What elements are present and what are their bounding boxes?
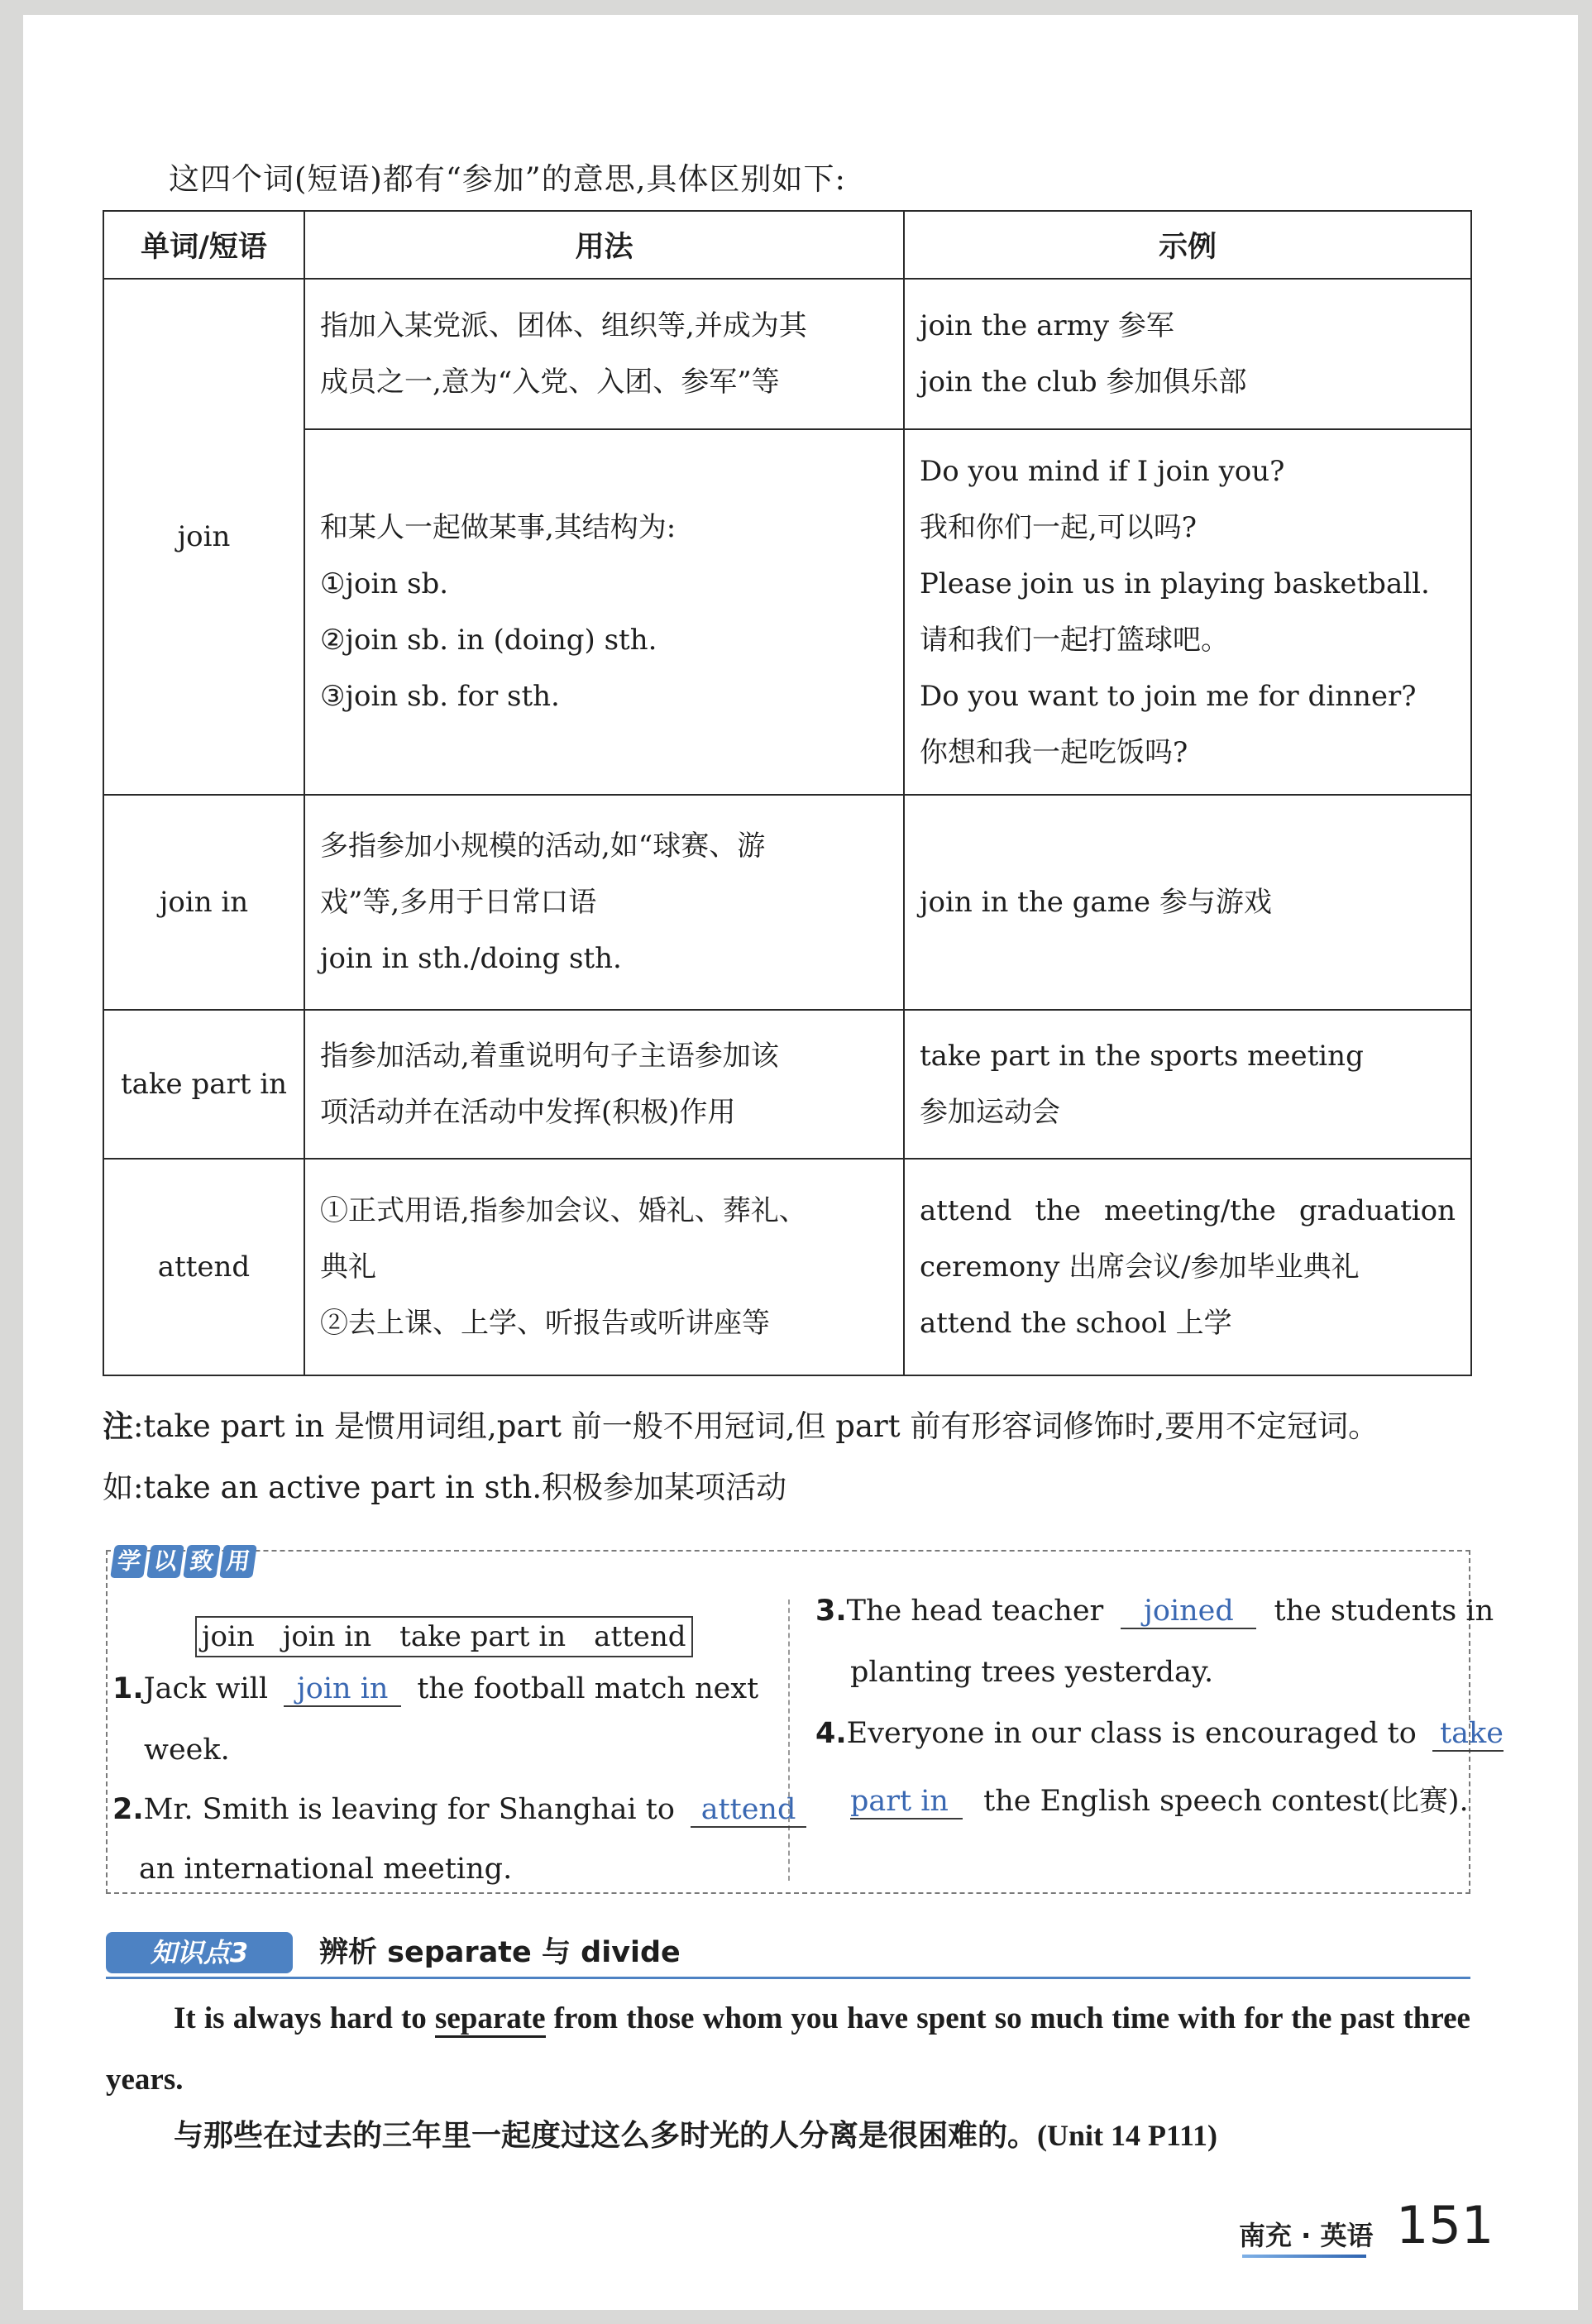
example-line: 你想和我一起吃饭吗? xyxy=(920,736,1188,769)
badge-char: 以 xyxy=(146,1545,184,1578)
example-line: Please join us in playing basketball. xyxy=(920,567,1430,600)
example-cell xyxy=(904,279,1471,429)
example-line: join the army 参军 xyxy=(920,309,1174,342)
example-sentence xyxy=(106,1988,1470,2111)
example-line: 参加运动会 xyxy=(920,1096,1060,1129)
question-3-line1 xyxy=(815,1595,1494,1629)
knowledge-point-rule xyxy=(106,1977,1470,1979)
table-row xyxy=(103,279,1471,429)
example-cell xyxy=(904,429,1471,795)
table-row xyxy=(103,795,1471,1010)
example-cell xyxy=(904,795,1471,1010)
answer-blank[interactable]: take xyxy=(1432,1717,1504,1752)
word-cell-attend: attend xyxy=(103,1159,304,1375)
question-4-line2 xyxy=(850,1778,1469,1820)
word-bank-item: take part in xyxy=(399,1620,567,1653)
exercise-divider xyxy=(788,1600,790,1881)
usage-cell xyxy=(304,429,904,795)
sentence-part: It is always hard to xyxy=(174,2001,435,2035)
answer-blank[interactable]: attend xyxy=(691,1793,806,1828)
question-3-line2: planting trees yesterday. xyxy=(850,1656,1214,1689)
footer-accent-line xyxy=(1242,2255,1366,2258)
table-row xyxy=(103,1010,1471,1159)
page xyxy=(23,15,1578,2310)
usage-line: ②去上课、上学、听报告或听讲座等 xyxy=(320,1307,770,1340)
question-number: 4. xyxy=(815,1717,847,1750)
sentence-keyword: separate xyxy=(435,2001,546,2038)
question-text: the English speech contest(比赛). xyxy=(983,1785,1469,1818)
question-text: The head teacher xyxy=(846,1595,1104,1628)
header-usage: 用法 xyxy=(304,211,904,279)
knowledge-point-badge: 知识点3 xyxy=(106,1932,293,1973)
usage-line: ①join sb. xyxy=(320,567,449,600)
example-line: Do you mind if I join you? xyxy=(920,455,1285,488)
question-text: the football match next xyxy=(417,1672,759,1705)
answer-blank[interactable]: part in xyxy=(850,1785,963,1820)
note-paragraph xyxy=(103,1396,1475,1518)
intro-text: 这四个词(短语)都有“参加”的意思,具体区别如下: xyxy=(169,161,846,197)
word-bank-item: attend xyxy=(594,1620,686,1653)
usage-line: ②join sb. in (doing) sth. xyxy=(320,624,657,657)
sentence-part: from those whom you have spent so much time with for the past three years. xyxy=(106,2001,1470,2097)
usage-cell xyxy=(304,279,904,429)
table-row xyxy=(103,1159,1471,1375)
usage-cell xyxy=(304,795,904,1010)
sentence-translation xyxy=(174,2112,1217,2154)
note-text: :take part in 是惯用词组,part 前一般不用冠词,但 part 前有形容词修饰时,要用不定冠词。如:take an active part in sth.积极参加某项活动 xyxy=(103,1408,1379,1505)
usage-line: 指参加活动,着重说明句子主语参加该 xyxy=(320,1040,779,1073)
question-2-line2: an international meeting. xyxy=(139,1853,513,1886)
knowledge-point-title: 辨析 separate 与 divide xyxy=(319,1936,681,1969)
usage-line: 指加入某党派、团体、组织等,并成为其 xyxy=(320,309,807,342)
usage-line: ①正式用语,指参加会议、婚礼、葬礼、 xyxy=(320,1194,807,1227)
usage-line: 多指参加小规模的活动,如“球赛、游 xyxy=(320,830,766,863)
example-line: join the club 参加俱乐部 xyxy=(920,366,1247,399)
word-cell-join: join xyxy=(103,279,304,795)
answer-blank[interactable]: join in xyxy=(284,1672,401,1707)
vocabulary-comparison-table xyxy=(103,210,1472,1376)
example-line: 请和我们一起打篮球吧。 xyxy=(920,624,1229,657)
word-bank-item: join xyxy=(202,1620,255,1653)
example-line: Do you want to join me for dinner? xyxy=(920,680,1417,713)
header-word: 单词/短语 xyxy=(103,211,304,279)
question-1-line1 xyxy=(112,1672,758,1707)
word-bank-item: join in xyxy=(282,1620,372,1653)
source-reference: (Unit 14 P111) xyxy=(1037,2119,1218,2152)
example-line: 我和你们一起,可以吗? xyxy=(920,511,1198,544)
page-number: 151 xyxy=(1396,2195,1494,2255)
question-1-line2: week. xyxy=(144,1733,230,1767)
badge-char: 用 xyxy=(219,1545,257,1578)
question-number: 3. xyxy=(815,1595,847,1628)
answer-blank[interactable]: joined xyxy=(1121,1595,1256,1629)
header-example: 示例 xyxy=(904,211,1471,279)
question-2-line1 xyxy=(112,1793,806,1828)
example-cell xyxy=(904,1159,1471,1375)
usage-line: 和某人一起做某事,其结构为: xyxy=(320,511,676,544)
usage-line: 项活动并在活动中发挥(积极)作用 xyxy=(320,1096,736,1129)
question-number: 1. xyxy=(112,1672,144,1705)
example-line: attend the school 上学 xyxy=(920,1307,1232,1340)
example-line: ceremony 出席会议/参加毕业典礼 xyxy=(920,1250,1360,1284)
example-line: join in the game 参与游戏 xyxy=(920,886,1272,919)
question-text: Jack will xyxy=(143,1672,269,1705)
word-bank xyxy=(195,1616,693,1657)
usage-line: ③join sb. for sth. xyxy=(320,680,560,713)
usage-line: 成员之一,意为“入党、入团、参军”等 xyxy=(320,366,780,399)
table-row xyxy=(103,429,1471,795)
translation-text: 与那些在过去的三年里一起度过这么多时光的人分离是很困难的。 xyxy=(174,2119,1038,2153)
example-line: attend the meeting/the graduation xyxy=(920,1194,1456,1227)
example-cell xyxy=(904,1010,1471,1159)
usage-cell xyxy=(304,1010,904,1159)
usage-line: 典礼 xyxy=(320,1250,376,1284)
table-header-row xyxy=(103,211,1471,279)
word-cell-take-part-in: take part in xyxy=(103,1010,304,1159)
question-number: 2. xyxy=(112,1793,144,1826)
question-text: Everyone in our class is encouraged to xyxy=(846,1717,1417,1750)
question-text: the students in xyxy=(1274,1595,1494,1628)
question-4-line1 xyxy=(815,1717,1504,1752)
note-label: 注 xyxy=(103,1408,133,1444)
question-text: Mr. Smith is leaving for Shanghai to xyxy=(143,1793,675,1826)
book-title: 南充 · 英语 xyxy=(1239,2220,1374,2251)
usage-line: join in sth./doing sth. xyxy=(320,942,622,975)
usage-cell xyxy=(304,1159,904,1375)
badge-char: 致 xyxy=(183,1545,221,1578)
word-cell-join-in: join in xyxy=(103,795,304,1010)
example-line: take part in the sports meeting xyxy=(920,1040,1364,1073)
exercise-badge xyxy=(112,1545,255,1578)
usage-line: 戏”等,多用于日常口语 xyxy=(320,886,597,919)
badge-char: 学 xyxy=(110,1545,148,1578)
